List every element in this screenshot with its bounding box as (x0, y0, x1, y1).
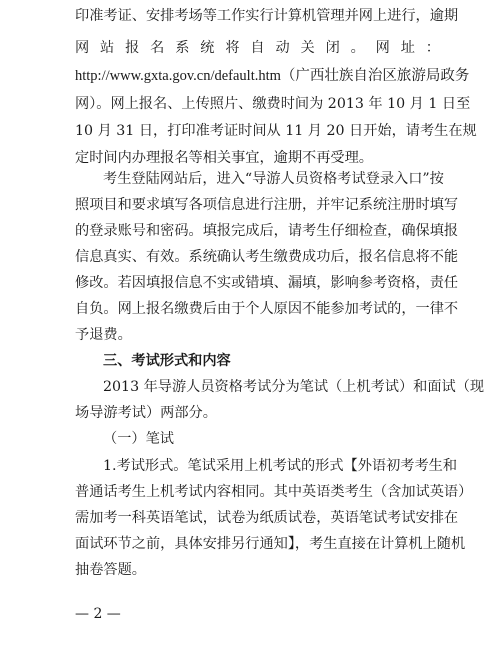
paragraph-line: 10 月 31 日，打印准考证时间从 11 月 20 日开始，请考生在规 (75, 123, 477, 139)
paragraph-line: 予退费。 (75, 327, 132, 343)
paragraph-line: 网站报名系统将自动关闭。网址： (75, 40, 440, 56)
paragraph-line: 网）。网上报名、上传照片、缴费时间为 2013 年 10 月 1 日至 (75, 96, 471, 112)
paragraph-line: 2013 年导游人员资格考试分为笔试（上机考试）和面试（现 (103, 379, 485, 395)
paragraph-line: 定时间内办理报名等相关事宜，逾期不再受理。 (75, 150, 373, 166)
paragraph-line: 1.考试形式。笔试采用上机考试的形式【外语初考考生和 (103, 458, 458, 474)
paragraph-line: 照项目和要求填写各项信息进行注册，并牢记系统注册时填写 (75, 197, 459, 213)
subsection-heading: （一）笔试 (103, 431, 174, 447)
paragraph-line: 的登录账号和密码。填报完成后，请考生仔细检查，确保填报 (75, 223, 459, 239)
paragraph-line: 自负。网上报名缴费后由于个人原因不能参加考试的，一律不 (75, 301, 459, 317)
paragraph-line: 需加考一科英语笔试，试卷为纸质试卷，英语笔试考试安排在 (75, 510, 459, 526)
paragraph-line: 信息真实、有效。系统确认考生缴费成功后，报名信息将不能 (75, 249, 459, 265)
paragraph-line: 印准考证、安排考场等工作实行计算机管理并网上进行，逾期 (75, 8, 459, 24)
paragraph-line: 抽卷答题。 (75, 562, 146, 578)
section-heading: 三、考试形式和内容 (103, 353, 231, 369)
paragraph-line: 场导游考试）两部分。 (75, 405, 217, 421)
page-number: — 2 — (75, 606, 121, 622)
paragraph-line: 面试环节之前，具体安排另行通知】，考生直接在计算机上随机 (75, 536, 466, 552)
website-url-line: http://www.gxta.gov.cn/default.htm（广西壮族自治区旅游局政务 (75, 68, 470, 84)
paragraph-line: 考生登陆网站后，进入“导游人员资格考试登录入口”按 (103, 171, 444, 187)
paragraph-line: 修改。若因填报信息不实或错填、漏填，影响参考资格，责任 (75, 275, 459, 291)
paragraph-line: 普通话考生上机考试内容相同。其中英语类考生（含加试英语） (75, 484, 473, 500)
